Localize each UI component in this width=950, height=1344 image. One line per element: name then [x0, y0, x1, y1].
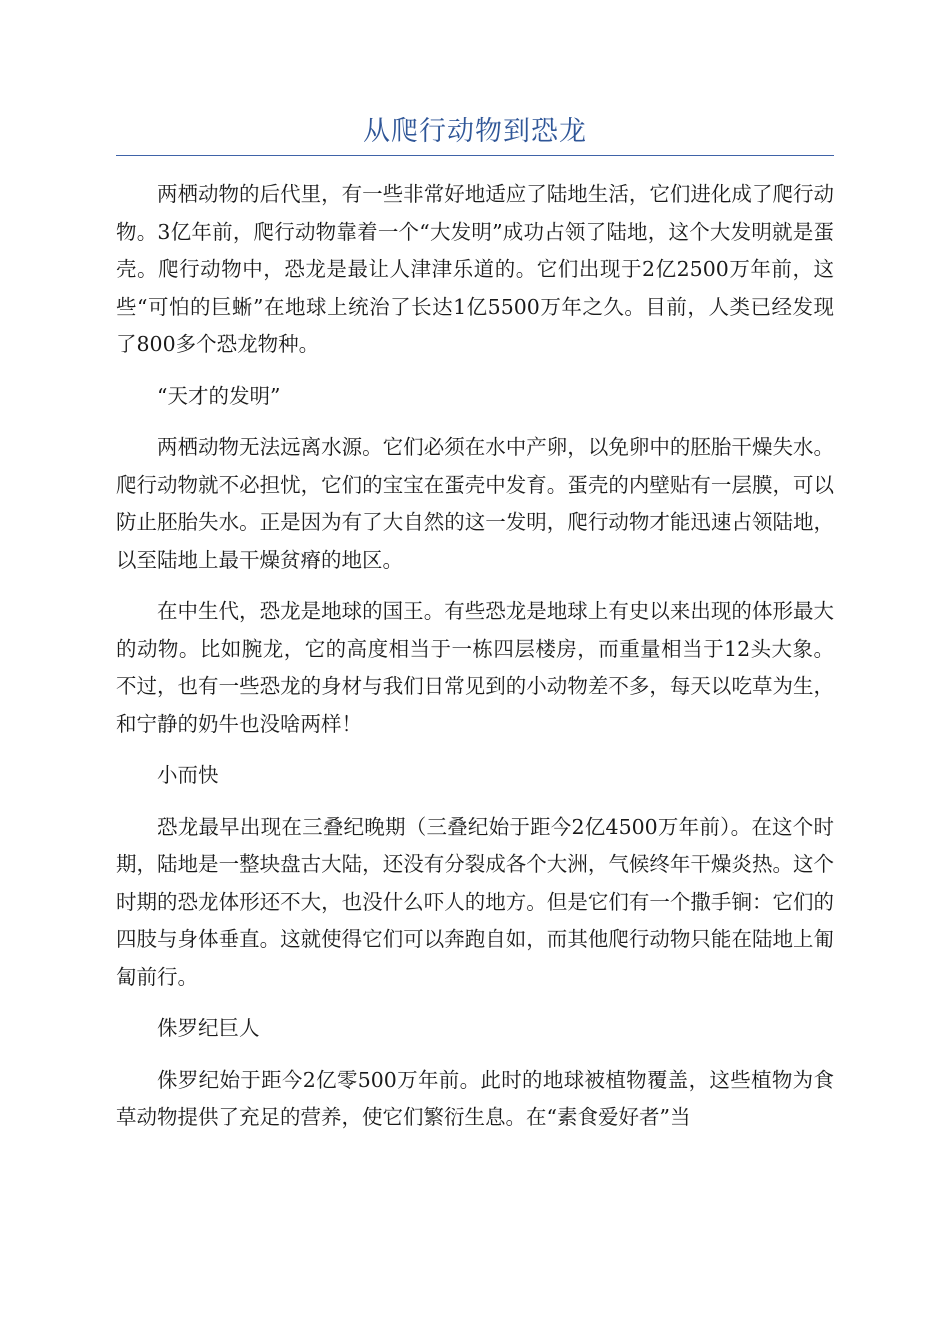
section-heading-small-and-fast: 小而快	[157, 763, 219, 787]
section-heading-jurassic-giants: 侏罗纪巨人	[157, 1016, 260, 1040]
paragraph-intro: 两栖动物的后代里，有一些非常好地适应了陆地生活，它们进化成了爬行动物。3亿年前，爬行动物靠着一个“大发明”成功占领了陆地，这个大发明就是蛋壳。爬行动物中，恐龙是最让人津津乐道的。它们出现于2亿2500万年前，这些“可怕的巨蜥”在地球上统治了长达1亿5500万年之久。目前，人类已经发现了800多个恐龙物种。	[116, 182, 834, 356]
paragraph-triassic: 恐龙最早出现在三叠纪晚期（三叠纪始于距今2亿4500万年前）。在这个时期，陆地是一整块盘古大陆，还没有分裂成各个大洲，气候终年干燥炎热。这个时期的恐龙体形还不大，也没什么吓人的地方。但是它们有一个撒手锏：它们的四肢与身体垂直。这就使得它们可以奔跑自如，而其他爬行动物只能在陆地上匍匐前行。	[116, 814, 834, 989]
section-heading-genius-invention: “天才的发明”	[157, 383, 281, 408]
paragraph-jurassic: 侏罗纪始于距今2亿零500万年前。此时的地球被植物覆盖，这些植物为食草动物提供了充足的营养，使它们繁衍生息。在“素食爱好者”当	[116, 1067, 834, 1129]
document-page	[116, 0, 834, 1151]
paragraph-mesozoic: 在中生代，恐龙是地球的国王。有些恐龙是地球上有史以来出现的体形最大的动物。比如腕龙，它的高度相当于一栋四层楼房，而重量相当于12头大象。不过，也有一些恐龙的身材与我们日常见到的小动物差不多，每天以吃草为生，和宁静的奶牛也没啥两样！	[116, 599, 834, 736]
title-underline	[116, 155, 834, 156]
document-title: 从爬行动物到恐龙	[363, 116, 587, 147]
paragraph-eggshell: 两栖动物无法远离水源。它们必须在水中产卵，以免卵中的胚胎干燥失水。爬行动物就不必担忧，它们的宝宝在蛋壳中发育。蛋壳的内壁贴有一层膜，可以防止胚胎失水。正是因为有了大自然的这一发明，爬行动物才能迅速占领陆地，以至陆地上最干燥贫瘠的地区。	[116, 435, 834, 572]
